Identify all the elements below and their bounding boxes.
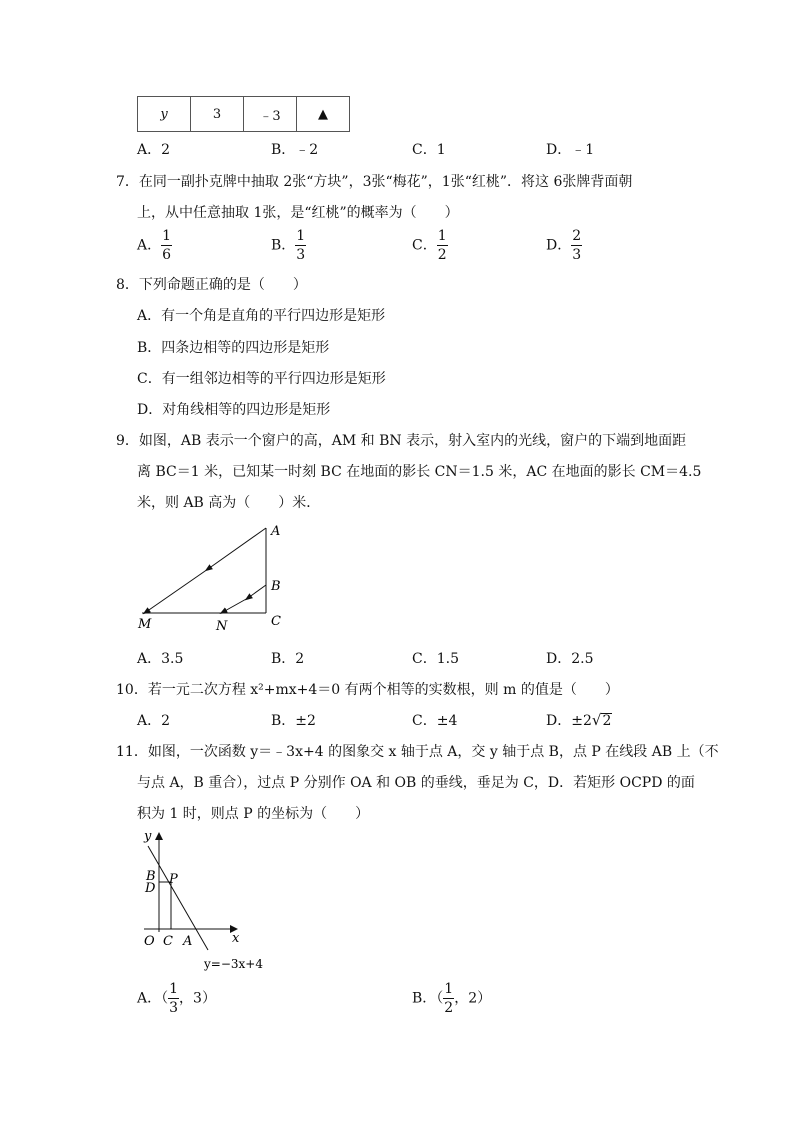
q9-stem-line3: 米，则 AB 高为（ ）米． [137, 495, 321, 511]
table-cell: ▲ [297, 97, 350, 132]
ray-am [146, 569, 208, 612]
value-table [137, 96, 350, 132]
q9-stem-line2: 离 BC＝1 米，已知某一时刻 BC 在地面的影长 CN＝1.5 米，AC 在地面的影长 CM＝4.5 [137, 464, 702, 480]
ray-bn-arrow [248, 585, 266, 598]
q9-figure [130, 518, 300, 638]
q10-option-a[interactable]: A．2 [137, 713, 171, 729]
q7-stem-line2: 上，从中任意抽取 1张，是“红桃”的概率为（ ） [137, 205, 459, 221]
axis-label-x: x [232, 931, 240, 946]
q10-option-d[interactable] [546, 710, 612, 730]
label-m: M [138, 617, 152, 632]
q9-option-b[interactable]: B．2 [271, 651, 305, 667]
q7-option-c[interactable] [412, 229, 448, 262]
q8-option-b[interactable]: B．四条边相等的四边形是矩形 [137, 340, 330, 356]
fraction [443, 982, 454, 1015]
radical-sign: √ [591, 711, 602, 729]
q11-stem-line2: 与点 A，B 重合），过点 P 分别作 OA 和 OB 的垂线，垂足为 C，D．若矩形 OCPD 的面 [137, 775, 695, 791]
label-o: O [144, 934, 155, 949]
q11-option-a[interactable] [137, 982, 216, 1015]
numerator: 1 [296, 228, 306, 244]
denominator: 6 [162, 247, 172, 263]
table-cell: 3 [191, 97, 244, 132]
option-label: A． [137, 237, 162, 254]
denominator: 3 [296, 247, 306, 263]
option-label: D． [546, 237, 572, 254]
q7-stem-line1: 7．在同一副扑克牌中抽取 2张“方块”，3张“梅花”，1张“红桃”．将这 6张牌背面朝 [116, 174, 633, 190]
label-a: A [183, 934, 193, 949]
function-label: y=−3x+4 [204, 957, 263, 971]
option-label: B． [271, 237, 296, 254]
q8-stem: 8．下列命题正确的是（ ） [116, 277, 307, 293]
option-tail: ，3） [179, 990, 216, 1007]
numerator: 2 [572, 228, 582, 244]
q6-option-b[interactable]: B．﹣2 [271, 142, 319, 158]
option-label: B．（ [412, 990, 444, 1007]
fraction [168, 982, 179, 1015]
axis-label-y: y [144, 829, 152, 844]
ray-bn [223, 598, 248, 612]
denominator: 2 [444, 1000, 454, 1016]
q8-option-c[interactable]: C．有一组邻边相等的平行四边形是矩形 [137, 371, 386, 387]
q10-option-c[interactable]: C．±4 [412, 713, 458, 729]
label-c: C [163, 934, 173, 949]
label-p: P [169, 872, 178, 887]
q6-option-a[interactable]: A．2 [137, 142, 171, 158]
q7-option-a[interactable] [137, 229, 172, 262]
ray-am-arrow [208, 528, 266, 569]
numerator: 1 [437, 228, 447, 244]
table-row [138, 97, 350, 132]
label-c: C [271, 614, 281, 629]
numerator: 1 [162, 228, 172, 244]
q11-stem-line3: 积为 1 时，则点 P 的坐标为（ ） [137, 806, 370, 822]
q8-option-d[interactable]: D．对角线相等的四边形是矩形 [137, 402, 331, 418]
q6-option-c[interactable]: C．1 [412, 142, 446, 158]
label-b: B [146, 869, 156, 884]
q9-option-d[interactable]: D．2.5 [546, 651, 594, 667]
q7-option-d[interactable] [546, 229, 582, 262]
numerator: 1 [444, 981, 454, 997]
fraction [437, 229, 448, 262]
q10-stem: 10．若一元二次方程 x²+mx+4＝0 有两个相等的实数根，则 m 的值是（ ） [116, 682, 619, 698]
q9-stem-line1: 9．如图，AB 表示一个窗户的高，AM 和 BN 表示，射入室内的光线，窗户的下端到地面距 [116, 433, 687, 449]
q11-stem-line1: 11．如图，一次函数 y＝﹣3x+4 的图象交 x 轴于点 A，交 y 轴于点 B，点 P 在线段 AB 上（不 [116, 744, 719, 760]
q10-option-b[interactable]: B．±2 [271, 713, 316, 729]
fraction [161, 229, 172, 262]
q6-option-d[interactable]: D．﹣1 [546, 142, 595, 158]
fraction [295, 229, 306, 262]
option-tail: ，2） [454, 990, 492, 1007]
q11-figure [136, 826, 286, 974]
label-d: D [145, 881, 156, 896]
label-b: B [271, 579, 281, 594]
radicand: 2 [602, 713, 612, 729]
fraction [571, 229, 582, 262]
label-n: N [216, 619, 228, 634]
q9-option-a[interactable]: A．3.5 [137, 651, 184, 667]
q9-option-c[interactable]: C．1.5 [412, 651, 459, 667]
q11-option-b[interactable] [412, 982, 491, 1015]
denominator: 3 [572, 247, 582, 263]
numerator: 1 [169, 981, 179, 997]
q8-option-a[interactable]: A．有一个角是直角的平行四边形是矩形 [137, 308, 386, 324]
option-text: D．±2 [546, 713, 592, 729]
line-y-3x-4 [148, 846, 208, 950]
label-a: A [271, 524, 281, 539]
denominator: 3 [169, 1000, 179, 1016]
option-label: C． [412, 237, 437, 254]
table-cell: y [138, 97, 191, 132]
table-cell: ﹣3 [244, 97, 297, 132]
q7-option-b[interactable] [271, 229, 306, 262]
denominator: 2 [437, 247, 447, 263]
option-label: A．（ [137, 990, 169, 1007]
